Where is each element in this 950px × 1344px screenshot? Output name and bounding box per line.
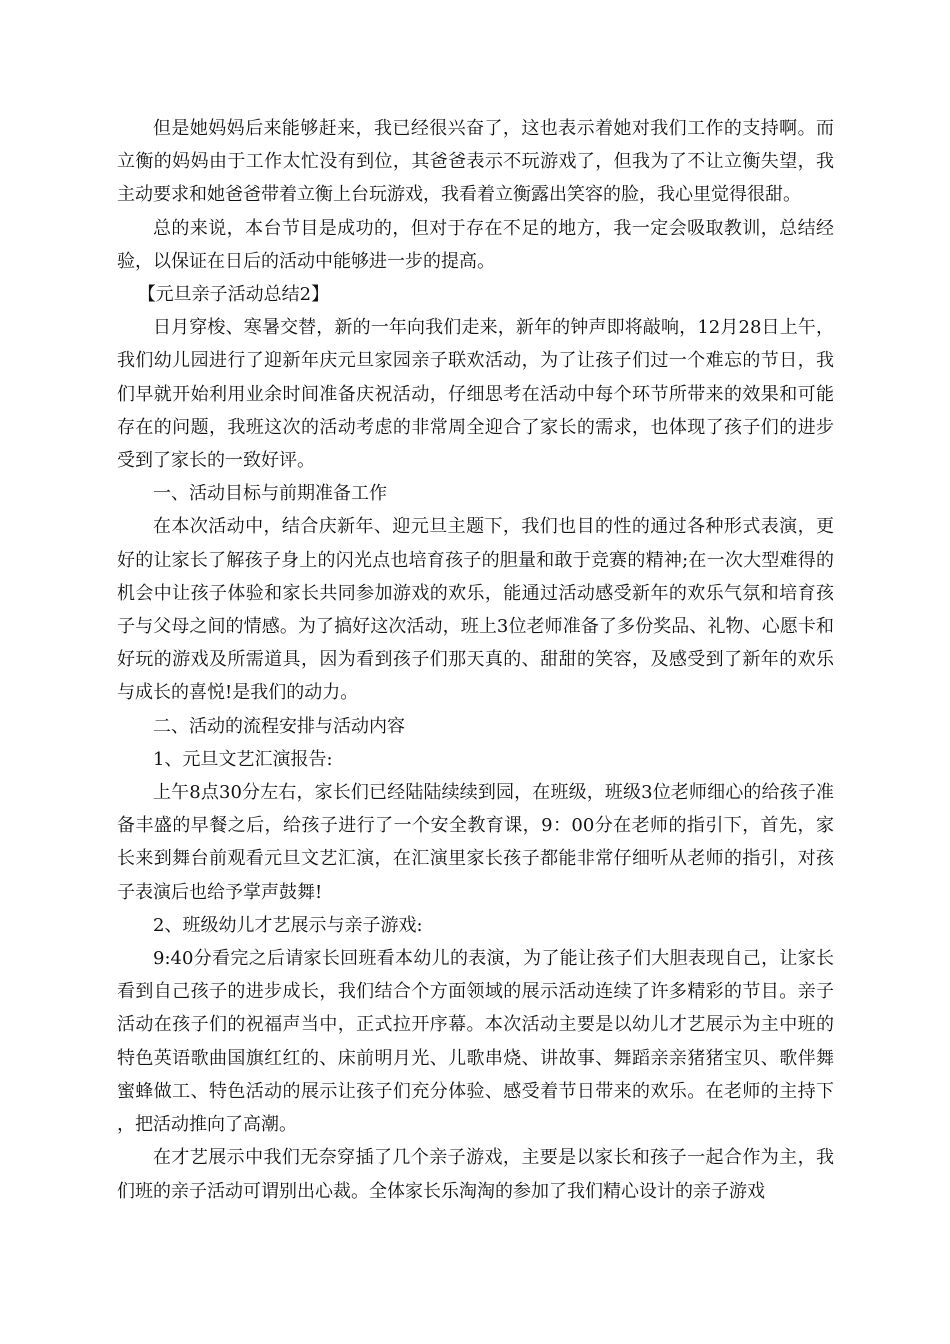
section-title: 【元旦亲子活动总结2】 — [137, 284, 330, 306]
body-paragraph: 但是她妈妈后来能够赶来，我已经很兴奋了，这也表示着她对我们工作的支持啊。而立衡的妈妈由于工作太忙没有到位，其爸爸表示不玩游戏了，但我为了不让立衡失望，我主动要求和她爸爸带着立衡上台玩游戏，我看着立衡露出笑容的脸，我心里觉得很甜。 — [117, 118, 834, 206]
body-paragraph: 9:40分看完之后请家长回班看本幼儿的表演，为了能让孩子们大胆表现自己，让家长看到自己孩子的进步成长，我们结合个方面领域的展示活动连续了许多精彩的节目。亲子活动在孩子们的祝福声当中，正式拉开序幕。本次活动主要是以幼儿才艺展示为主中班的特色英语歌曲国旗红红的、床前明月光、儿歌串烧、讲故事、舞蹈亲亲猪猪宝贝、歌伴舞蜜蜂做工、特色活动的展示让孩子们充分体验、感受着节日带来的欢乐。在老师的主持下，把活动推向了高潮。 — [117, 948, 834, 1136]
body-paragraph: 日月穿梭、寒暑交替，新的一年向我们走来，新年的钟声即将敲响，12月28日上午，我们幼儿园进行了迎新年庆元旦家园亲子联欢活动，为了让孩子们过一个难忘的节日，我们早就开始利用业余时间准备庆祝活动，仔细思考在活动中每个环节所带来的效果和可能存在的问题，我班这次的活动考虑的非常周全迎合了家长的需求，也体现了孩子们的进步受到了家长的一致好评。 — [117, 317, 834, 472]
subsection-heading: 1、元旦文艺汇演报告: — [153, 748, 333, 770]
subsection-heading: 2、班级幼儿才艺展示与亲子游戏: — [153, 914, 423, 936]
section-heading: 二、活动的流程安排与活动内容 — [153, 715, 405, 737]
body-paragraph: 在才艺展示中我们无奈穿插了几个亲子游戏，主要是以家长和孩子一起合作为主，我们班的亲子活动可谓别出心裁。全体家长乐淘淘的参加了我们精心设计的亲子游戏 — [117, 1147, 834, 1202]
body-paragraph: 在本次活动中，结合庆新年、迎元旦主题下，我们也目的性的通过各种形式表演，更好的让家长了解孩子身上的闪光点也培育孩子的胆量和敢于竞赛的精神;在一次大型难得的机会中让孩子体验和家长共同参加游戏的欢乐，能通过活动感受新年的欢乐气氛和培育孩子与父母之间的情感。为了搞好这次活动，班上3位老师准备了多份奖品、礼物、心愿卡和好玩的游戏及所需道具，因为看到孩子们那天真的、甜甜的笑容，及感受到了新年的欢乐与成长的喜悦!是我们的动力。 — [117, 516, 834, 704]
body-paragraph: 总的来说，本台节目是成功的，但对于存在不足的地方，我一定会吸取教训，总结经验，以保证在日后的活动中能够进一步的提高。 — [117, 217, 834, 272]
section-heading: 一、活动目标与前期准备工作 — [153, 483, 387, 505]
body-paragraph: 上午8点30分左右，家长们已经陆陆续续到园，在班级，班级3位老师细心的给孩子准备丰盛的早餐之后，给孩子进行了一个安全教育课，9：00分在老师的指引下，首先，家长来到舞台前观看元旦文艺汇演，在汇演里家长孩子都能非常仔细听从老师的指引，对孩子表演后也给予掌声鼓舞! — [117, 782, 834, 903]
